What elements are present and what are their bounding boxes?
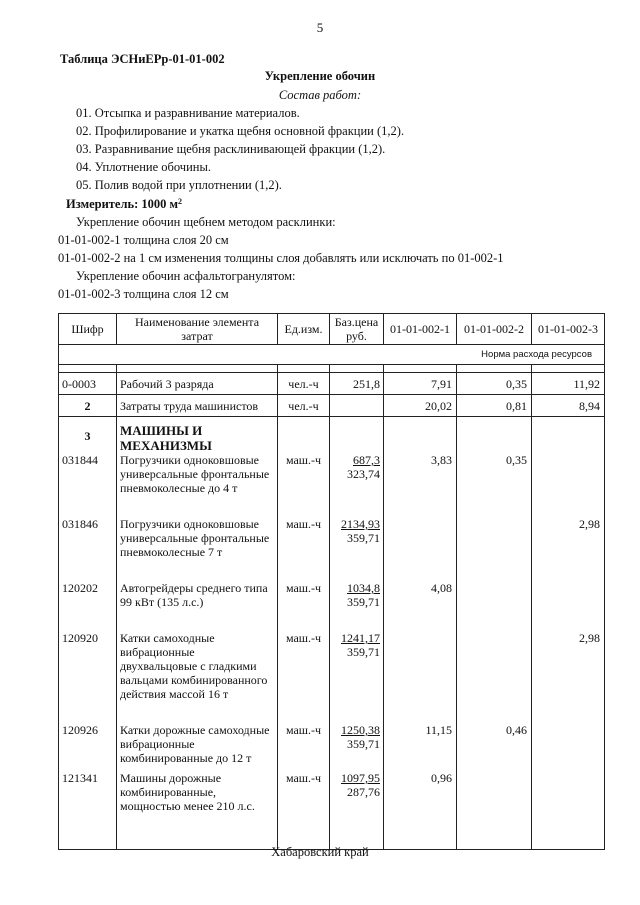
page-title: Укрепление обочин <box>264 69 376 83</box>
row-unit: маш.-ч <box>278 453 330 517</box>
table-name: Таблица ЭСНиЕРр-01-01-002 <box>60 52 225 66</box>
row-unit: чел.-ч <box>278 373 330 395</box>
work-item: 04. Уплотнение обочины. <box>76 160 211 174</box>
row-value-col2: 0,46 <box>457 723 532 771</box>
row-value-col1: 4,08 <box>384 581 457 631</box>
row-value-col1: 20,02 <box>384 395 457 417</box>
row-unit: маш.-ч <box>278 771 330 835</box>
footer-region: Хабаровский край <box>271 845 369 859</box>
row-name: Автогрейдеры среднего типа 99 кВт (135 л.с.) <box>117 581 278 631</box>
base-price: 1097,95 <box>341 771 380 785</box>
header-col3: 01-01-002-3 <box>532 314 605 345</box>
row-price <box>330 453 384 517</box>
row-value-col2: 0,35 <box>457 453 532 517</box>
row-value-col3: 2,98 <box>532 631 605 723</box>
row-price <box>330 723 384 771</box>
row-price <box>330 373 384 395</box>
measure-unit: Измеритель: 1000 $м^2$ <box>66 197 183 211</box>
header-col2: 01-01-002-2 <box>457 314 532 345</box>
header-code: Шифр <box>59 314 117 345</box>
base-price: 687,3 <box>353 453 380 467</box>
row-value-col1: 11,15 <box>384 723 457 771</box>
row-name: Катки дорожные самоходные вибрационные комбинированные до 12 т <box>117 723 278 771</box>
row-name: Рабочий 3 разряда <box>117 373 278 395</box>
table-row <box>59 517 605 581</box>
row-value-col2 <box>457 517 532 581</box>
code-line: 01-01-002-1 толщина слоя 20 см <box>58 233 229 247</box>
row-value-col1 <box>384 631 457 723</box>
row-unit: маш.-ч <box>278 517 330 581</box>
row-value-col2 <box>457 581 532 631</box>
row-code: 0-0003 <box>59 373 117 395</box>
row-unit: маш.-ч <box>278 581 330 631</box>
row-code: 031846 <box>59 517 117 581</box>
row-unit <box>278 417 330 454</box>
row-price <box>330 395 384 417</box>
work-item: 02. Профилирование и укатка щебня основной фракции (1,2). <box>76 124 405 138</box>
row-name: Катки самоходные вибрационные двухвальцовые с гладкими вальцами комбинированного действия массой 16 т <box>117 631 278 723</box>
row-code: 031844 <box>59 453 117 517</box>
header-unit: Ед.изм. <box>278 314 330 345</box>
row-value-col2 <box>457 631 532 723</box>
machinist-price: 359,71 <box>347 737 380 751</box>
row-code: 2 <box>59 395 117 417</box>
work-item: 03. Разравнивание щебня расклинивающей фракции (1,2). <box>76 142 386 156</box>
code-line: 01-01-002-2 на 1 см изменения толщины слоя добавлять или исключать по 01-002-1 <box>58 251 504 265</box>
row-price <box>330 631 384 723</box>
code-line: 01-01-002-3 толщина слоя 12 см <box>58 287 229 301</box>
table-row <box>59 771 605 835</box>
base-price: 1034,8 <box>347 581 380 595</box>
row-name: Погрузчики одноковшовые универсальные фронтальные пневмоколесные до 4 т <box>117 453 278 517</box>
row-name: Затраты труда машинистов <box>117 395 278 417</box>
table-row <box>59 723 605 771</box>
header-col1: 01-01-002-1 <box>384 314 457 345</box>
row-value-col2: 0,81 <box>457 395 532 417</box>
base-price: 2134,93 <box>341 517 380 531</box>
section-heading: Укрепление обочин асфальтогранулятом: <box>76 269 296 283</box>
work-item: 05. Полив водой при уплотнении (1,2). <box>76 178 282 192</box>
row-code: 3 <box>59 417 117 454</box>
table-row <box>59 417 605 454</box>
row-name: Машины дорожные комбинированные, мощностью менее 210 л.с. <box>117 771 278 835</box>
machinist-price: 323,74 <box>347 467 380 481</box>
row-value-col3 <box>532 581 605 631</box>
row-price <box>330 417 384 454</box>
row-price <box>330 517 384 581</box>
row-value-col3: 8,94 <box>532 395 605 417</box>
row-code: 120920 <box>59 631 117 723</box>
row-name: Погрузчики одноковшовые универсальные фронтальные пневмоколесные 7 т <box>117 517 278 581</box>
norm-label: Норма расхода ресурсов <box>59 345 605 365</box>
row-value-col1: 0,96 <box>384 771 457 835</box>
row-value-col2 <box>457 417 532 454</box>
row-unit: маш.-ч <box>278 723 330 771</box>
row-code: 120202 <box>59 581 117 631</box>
work-item: 01. Отсыпка и разравнивание материалов. <box>76 106 300 120</box>
row-value-col2 <box>457 771 532 835</box>
machinist-price: 359,71 <box>347 595 380 609</box>
machinist-price: 359,71 <box>347 531 380 545</box>
row-value-col1 <box>384 517 457 581</box>
row-unit: маш.-ч <box>278 631 330 723</box>
row-value-col3 <box>532 417 605 454</box>
page-number: 5 <box>316 20 324 35</box>
section-heading: Укрепление обочин щебнем методом расклинки: <box>76 215 336 229</box>
row-price <box>330 581 384 631</box>
row-value-col1: 7,91 <box>384 373 457 395</box>
table-row <box>59 373 605 395</box>
machinist-price: 359,71 <box>347 645 380 659</box>
base-price: 251,8 <box>353 377 380 391</box>
table-row <box>59 631 605 723</box>
machinist-price: 287,76 <box>347 785 380 799</box>
page-subtitle: Состав работ: <box>278 88 362 102</box>
row-value-col1 <box>384 417 457 454</box>
table-row <box>59 395 605 417</box>
header-name: Наименование элемента затрат <box>117 314 278 345</box>
row-value-col1: 3,83 <box>384 453 457 517</box>
base-price: 1241,17 <box>341 631 380 645</box>
row-value-col3 <box>532 453 605 517</box>
row-value-col3: 2,98 <box>532 517 605 581</box>
row-value-col3 <box>532 771 605 835</box>
header-price: Баз.цена руб. <box>330 314 384 345</box>
row-value-col3: 11,92 <box>532 373 605 395</box>
row-code: 120926 <box>59 723 117 771</box>
table-row <box>59 453 605 517</box>
row-name: МАШИНЫ И МЕХАНИЗМЫ <box>117 417 278 454</box>
row-value-col3 <box>532 723 605 771</box>
row-unit: чел.-ч <box>278 395 330 417</box>
row-value-col2: 0,35 <box>457 373 532 395</box>
table-row <box>59 581 605 631</box>
base-price: 1250,38 <box>341 723 380 737</box>
row-price <box>330 771 384 835</box>
resource-table <box>58 313 605 850</box>
row-code: 121341 <box>59 771 117 835</box>
